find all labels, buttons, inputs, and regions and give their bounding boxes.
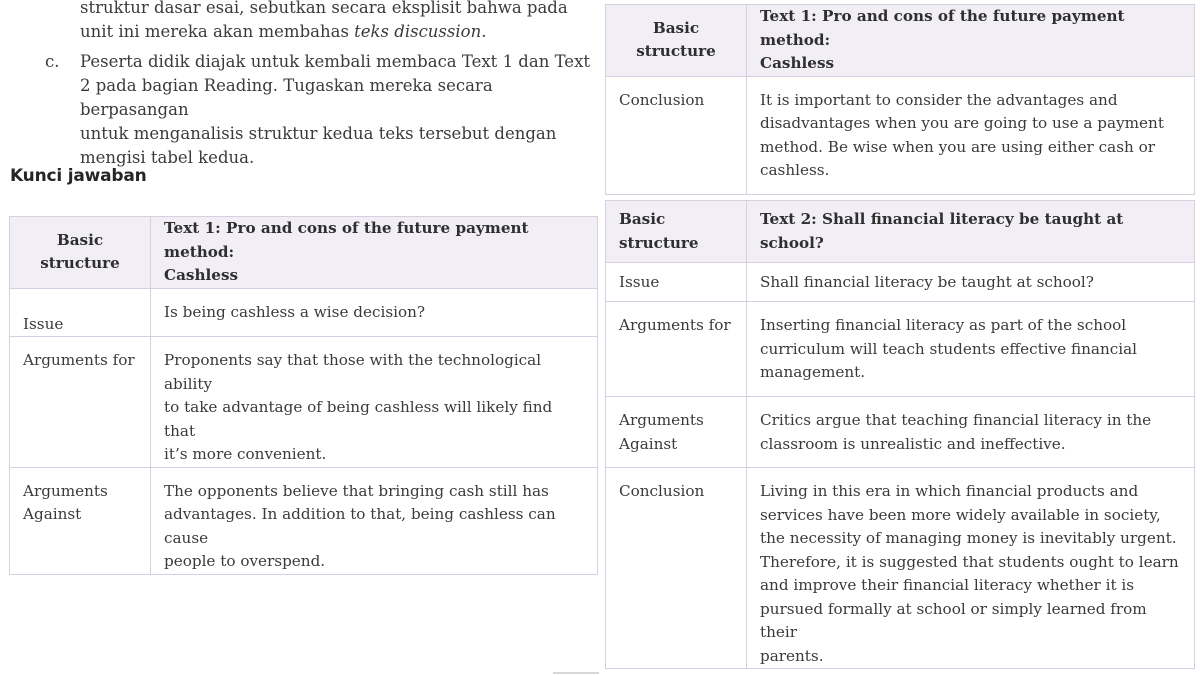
label-line: Conclusion — [619, 90, 705, 109]
item-c-line: untuk menganalisis struktur kedua teks tersebut dengan — [80, 124, 557, 143]
row-label — [606, 397, 747, 468]
table-row-conclusion — [606, 468, 1195, 669]
row-label — [606, 468, 747, 669]
header-line: Cashless — [760, 54, 835, 72]
list-item-c — [80, 50, 600, 170]
content-line: and improve their financial literacy whether it is — [760, 576, 1135, 594]
paragraph-b-line-2-suffix: . — [481, 22, 487, 41]
content-line: Critics argue that teaching financial literacy in the — [760, 411, 1152, 429]
content-line: services have been more widely available in society, — [760, 505, 1161, 524]
row-label — [606, 302, 747, 397]
content-line: the necessity of managing money is inevitably urgent. — [760, 529, 1177, 547]
table-row-conclusion — [606, 76, 1195, 194]
label-line: Against — [619, 434, 678, 453]
header-line: Text 1: Pro and cons of the future payment method: — [760, 7, 1125, 49]
row-content — [747, 76, 1195, 194]
content-line: to take advantage of being cashless will likely find that — [164, 398, 553, 440]
table-header-row — [10, 217, 598, 289]
table-header-row — [606, 201, 1195, 263]
table-row-issue — [10, 288, 598, 337]
header-line: Cashless — [164, 266, 239, 284]
row-label — [606, 263, 747, 302]
answer-table-text-2 — [605, 200, 1195, 669]
header-basic-structure — [606, 5, 747, 77]
content-line: Inserting financial literacy as part of the school — [760, 316, 1127, 334]
header-line: Text 1: Pro and cons of the future payment method: — [164, 219, 529, 261]
page-edge-divider — [553, 672, 599, 674]
paragraph-b-line-2 — [80, 20, 600, 44]
label-line: Against — [23, 505, 82, 523]
label-line: Conclusion — [619, 482, 705, 500]
list-marker-c: c. — [45, 52, 60, 71]
answer-table-text-1 — [9, 216, 598, 575]
table-header-row — [606, 5, 1195, 77]
table-row-arguments-for — [10, 337, 598, 468]
row-content — [747, 397, 1195, 468]
header-line: Basic — [56, 230, 104, 249]
content-line: it’s more convenient. — [164, 445, 327, 463]
header-line: structure — [40, 254, 120, 273]
row-label — [10, 467, 151, 574]
header-text-1-title — [151, 217, 598, 289]
paragraph-b-end — [80, 0, 600, 44]
row-content — [151, 467, 598, 574]
row-content — [151, 288, 598, 337]
paragraph-b-line-1: struktur dasar esai, sebutkan secara eksplisit bahwa pada — [80, 0, 568, 17]
header-line: Text 2: Shall financial literacy be taught at school? — [760, 210, 1124, 252]
content-line: people to overspend. — [164, 552, 326, 570]
label-line: Arguments for — [619, 316, 731, 334]
label-line: Issue — [619, 273, 660, 291]
content-line: The opponents believe that bringing cash still has — [164, 481, 549, 500]
content-line: Is being cashless a wise decision? — [164, 302, 426, 321]
answer-table-text-1-continued — [605, 4, 1195, 195]
content-line: Living in this era in which financial products and — [760, 482, 1139, 500]
row-content — [747, 302, 1195, 397]
label-line: Arguments — [23, 481, 108, 500]
row-label — [606, 76, 747, 194]
item-c-line: mengisi tabel kedua. — [80, 148, 255, 167]
content-line: cashless. — [760, 161, 830, 179]
content-line: curriculum will teach students effective financial — [760, 339, 1138, 358]
row-label — [10, 288, 151, 337]
content-line: advantages. In addition to that, being cashless can cause — [164, 505, 556, 547]
header-line: Basic — [619, 210, 666, 228]
header-text-2-title — [747, 201, 1195, 263]
content-line: classroom is unrealistic and ineffective. — [760, 434, 1066, 453]
row-content — [151, 337, 598, 468]
table-row-arguments-against — [606, 397, 1195, 468]
header-line: structure — [636, 42, 716, 61]
content-line: Shall financial literacy be taught at school? — [760, 273, 1094, 291]
label-line: Arguments — [619, 411, 704, 429]
content-line: Proponents say that those with the technological ability — [164, 351, 542, 393]
content-line: disadvantages when you are going to use a payment — [760, 114, 1164, 132]
item-c-line: 2 pada bagian Reading. Tugaskan mereka secara berpasangan — [80, 76, 493, 119]
content-line: It is important to consider the advantages and — [760, 90, 1118, 109]
content-line: management. — [760, 363, 866, 381]
row-content — [747, 468, 1195, 669]
item-c-line: Peserta didik diajak untuk kembali membaca Text 1 dan Text — [80, 52, 591, 71]
content-line: Therefore, it is suggested that students ought to learn — [760, 552, 1179, 571]
row-label — [10, 337, 151, 468]
content-line: method. Be wise when you are using either cash or — [760, 137, 1156, 156]
row-content — [747, 263, 1195, 302]
content-line: parents. — [760, 646, 824, 665]
header-line: structure — [619, 233, 699, 252]
paragraph-b-line-2-prefix: unit ini mereka akan membahas — [80, 22, 355, 41]
section-heading-kunci-jawaban: Kunci jawaban — [10, 166, 147, 186]
teks-discussion-term: teks discussion — [354, 22, 482, 41]
table-row-issue — [606, 263, 1195, 302]
content-line: pursued formally at school or simply learned from their — [760, 599, 1147, 641]
label-line: Issue — [23, 314, 64, 333]
header-line: Basic — [652, 18, 700, 37]
header-basic-structure — [606, 201, 747, 263]
table-row-arguments-against — [10, 467, 598, 574]
label-line: Arguments for — [23, 351, 135, 369]
table-row-arguments-for — [606, 302, 1195, 397]
header-basic-structure — [10, 217, 151, 289]
header-text-1-title — [747, 5, 1195, 77]
